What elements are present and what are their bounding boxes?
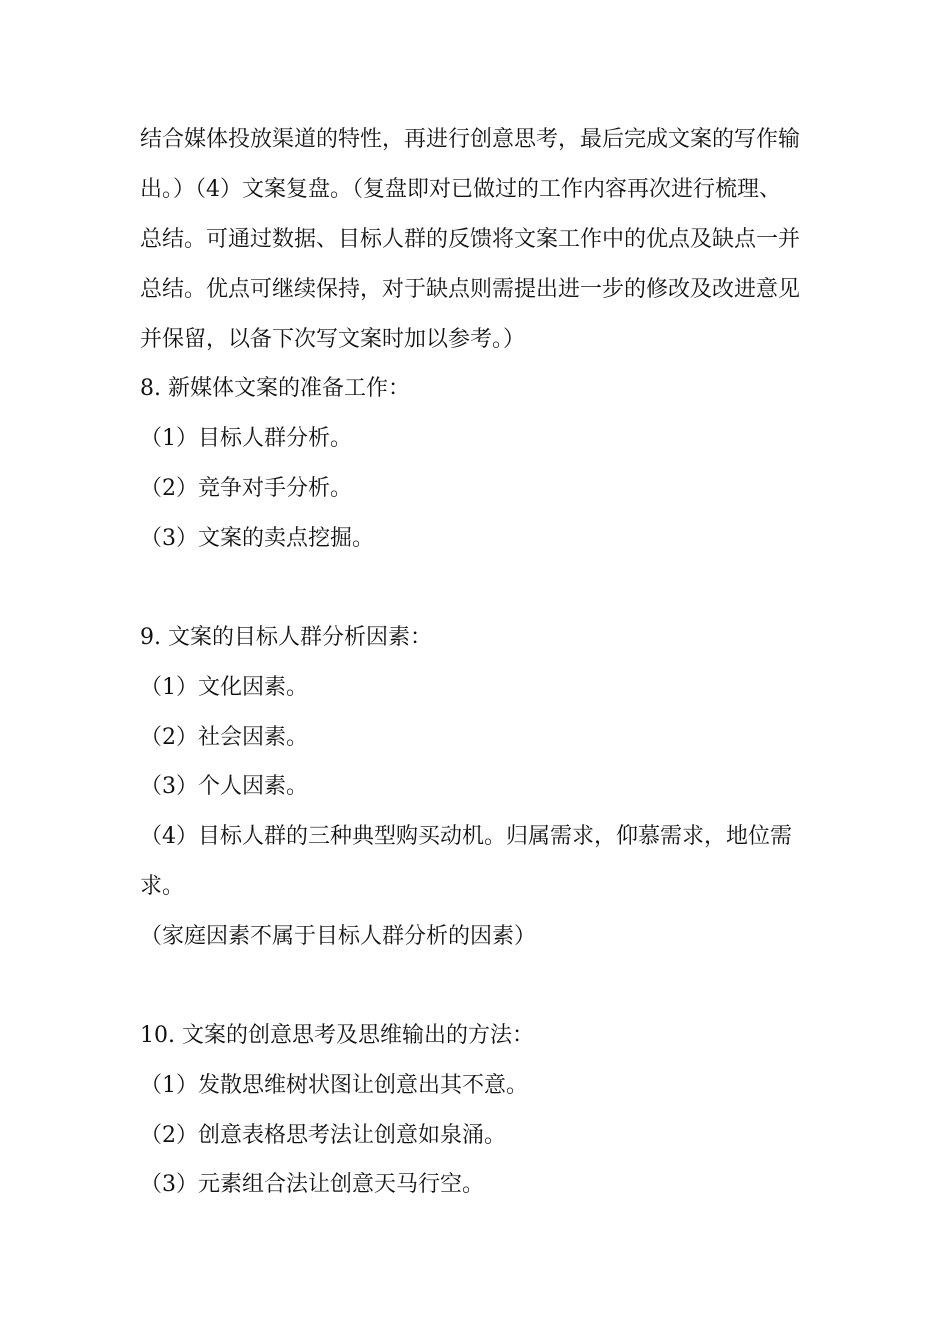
section-heading-8: 8. 新媒体文案的准备工作： (140, 376, 410, 401)
list-item: （4）目标人群的三种典型购买动机。归属需求，仰慕需求，地位需 (140, 824, 792, 849)
list-item: （1）文化因素。 (140, 675, 308, 700)
list-item: （1）发散思维树状图让创意出其不意。 (140, 1073, 528, 1098)
section-heading-9: 9. 文案的目标人群分析因素： (140, 625, 432, 650)
section-heading-10: 10. 文案的创意思考及思维输出的方法： (140, 1023, 534, 1048)
paragraph-line: 出。）（4）文案复盘。（复盘即对已做过的工作内容再次进行梳理、 (140, 177, 781, 202)
note-line: （家庭因素不属于目标人群分析的因素） (140, 924, 537, 949)
list-item: （3）元素组合法让创意天马行空。 (140, 1172, 484, 1197)
paragraph-line: 并保留，以备下次写文案时加以参考。） (140, 327, 526, 352)
list-item: （1）目标人群分析。 (140, 426, 352, 451)
list-item: （2）创意表格思考法让创意如泉涌。 (140, 1123, 506, 1148)
paragraph-line: 总结。优点可继续保持，对于缺点则需提出进一步的修改及改进意见 (140, 277, 801, 302)
list-item: （2）社会因素。 (140, 725, 308, 750)
list-item: （3）文案的卖点挖掘。 (140, 526, 374, 551)
list-item-continuation: 求。 (140, 874, 185, 899)
list-item: （3）个人因素。 (140, 774, 308, 799)
paragraph-line: 总结。可通过数据、目标人群的反馈将文案工作中的优点及缺点一并 (140, 227, 801, 252)
paragraph-line: 结合媒体投放渠道的特性，再进行创意思考，最后完成文案的写作输 (140, 127, 801, 152)
list-item: （2）竞争对手分析。 (140, 476, 352, 501)
